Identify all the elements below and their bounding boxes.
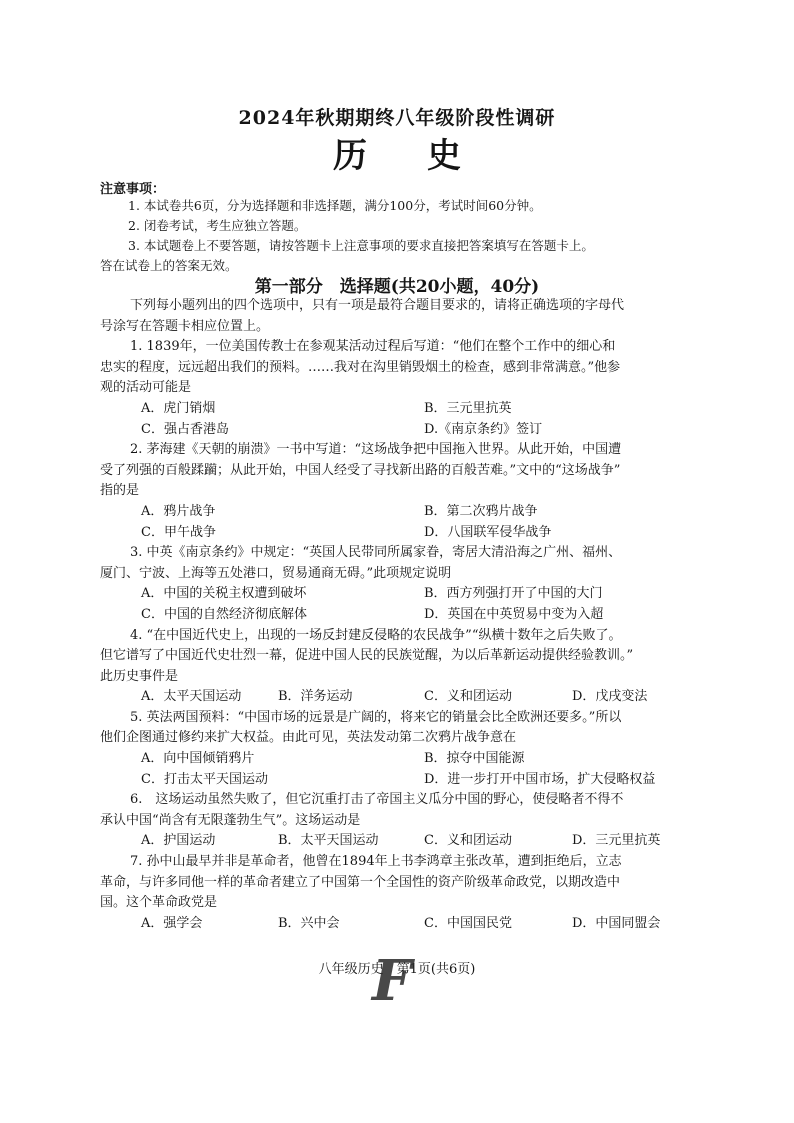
option-b: B．兴中会	[278, 915, 340, 931]
option-row	[100, 523, 706, 544]
option-d: D．中国同盟会	[572, 915, 661, 931]
option-row	[100, 502, 706, 523]
question-stem-line: 承认中国“尚含有无限蓬勃生气”。这场运动是	[100, 812, 361, 828]
notice-item: 3. 本试题卷上不要答题，请按答题卡上注意事项的要求直接把答案填写在答题卡上。	[128, 238, 594, 253]
question-stem-line: 受了列强的百般蹂躏；从此开始，中国人经受了寻找新出路的百般苦难。”文中的“这场战争”	[100, 462, 621, 478]
section-heading: 第一部分 选择题(共20小题，40分)	[254, 277, 540, 297]
question-3	[100, 543, 706, 625]
question-stem-line: 革命，与许多同他一样的革命者建立了中国第一个全国性的资产阶级革命政党，以期改造中	[100, 874, 621, 890]
option-b: B．第二次鸦片战争	[424, 503, 538, 519]
notice-item-continuation: 答在试卷上的答案无效。	[100, 258, 238, 273]
option-b: B．三元里抗英	[424, 400, 512, 416]
question-2	[100, 440, 706, 543]
option-a: A．虎门销烟	[141, 400, 216, 416]
section-intro: 下列每小题列出的四个选项中，只有一项是最符合题目要求的，请将正确选项的字母代	[130, 298, 625, 313]
question-stem-line: 忠实的程度，远远超出我们的预料。……我对在沟里销毁烟土的检查，感到非常满意。”他参	[100, 359, 621, 375]
option-c: C．义和团运动	[424, 833, 512, 849]
question-4	[100, 626, 706, 708]
question-stem-line: 国。这个革命政党是	[100, 895, 218, 911]
option-d: D．八国联军侵华战争	[424, 524, 552, 540]
notice-list	[100, 196, 706, 276]
notice-heading: 注意事项：	[100, 182, 166, 197]
exam-title: 2024年秋期期终八年级阶段性调研	[238, 107, 556, 129]
option-a: A．强学会	[141, 915, 203, 931]
option-a: A．向中国倾销鸦片	[141, 751, 255, 767]
option-row	[100, 584, 706, 605]
subject-title: 历史	[333, 136, 521, 176]
question-stem-line: 观的活动可能是	[100, 380, 192, 396]
question-5	[100, 708, 706, 790]
question-stem: 2. 茅海建《天朝的崩溃》一书中写道：“这场战争把中国拖入世界。从此开始，中国遭	[130, 442, 622, 458]
question-stem: 7. 孙中山最早并非是革命者，他曾在1894年上书李鸿章主张改革，遭到拒绝后，立志	[130, 854, 622, 870]
option-d: D.《南京条约》签订	[424, 421, 543, 437]
question-1	[100, 337, 706, 440]
option-b: B．西方列强打开了中国的大门	[424, 586, 603, 602]
option-row	[100, 749, 706, 770]
option-row	[100, 605, 706, 626]
option-row	[100, 687, 706, 708]
question-stem: 5. 英法两国预料：“中国市场的远景是广阔的，将来它的销量会比全欧洲还要多。”所以	[130, 709, 622, 725]
question-stem: 1. 1839年，一位美国传教士在参观某活动过程后写道：“他们在整个工作中的细心和	[130, 339, 616, 355]
option-d: D．三元里抗英	[572, 833, 661, 849]
option-row	[100, 914, 706, 935]
option-c: C．义和团运动	[424, 689, 512, 705]
option-a: A．中国的关税主权遭到破坏	[141, 586, 307, 602]
notice-item: 1. 本试卷共6页，分为选择题和非选择题，满分100分，考试时间60分钟。	[128, 198, 542, 213]
question-stem-line: 但它谱写了中国近代史壮烈一幕，促进中国人民的民族觉醒，为以后革新运动提供经验教训。”	[100, 648, 634, 664]
option-a: A．鸦片战争	[141, 503, 216, 519]
option-row	[100, 420, 706, 441]
option-d: D．戊戌变法	[572, 689, 648, 705]
question-7	[100, 852, 706, 934]
notice-item: 2. 闭卷考试，考生应独立答题。	[128, 218, 307, 233]
question-stem: 4. “在中国近代史上，出现的一场反封建反侵略的农民战争”“纵横十数年之后失败了。	[130, 627, 622, 643]
option-b: B．洋务运动	[278, 689, 353, 705]
option-b: B．太平天国运动	[278, 833, 379, 849]
option-row	[100, 770, 706, 791]
option-a: A．护国运动	[141, 833, 216, 849]
option-a: A．太平天国运动	[141, 689, 242, 705]
question-stem-line: 此历史事件是	[100, 668, 179, 684]
option-c: C．甲午战争	[141, 524, 216, 540]
option-c: C．中国的自然经济彻底解体	[141, 606, 307, 622]
question-stem: 3. 中英《南京条约》中规定：“英国人民带同所属家眷，寄居大清沿海之广州、福州、	[130, 545, 622, 561]
page-footer: 八年级历史 第1页(共6页)	[318, 962, 476, 977]
option-b: B．掠夺中国能源	[424, 751, 525, 767]
question-stem-line: 他们企图通过修约来扩大权益。由此可见，英法发动第二次鸦片战争意在	[100, 730, 517, 746]
option-row	[100, 831, 706, 852]
question-6	[100, 790, 706, 852]
question-stem-line: 指的是	[100, 483, 140, 499]
question-body	[100, 296, 706, 934]
version-stamp: F	[372, 948, 412, 1014]
section-intro-continuation: 号涂写在答题卡相应位置上。	[100, 318, 270, 334]
question-stem: 6. 这场运动虽然失败了，但它沉重打击了帝国主义瓜分中国的野心，使侵略者不得不	[130, 792, 624, 808]
question-stem-line: 厦门、宁波、上海等五处港口，贸易通商无碍。”此项规定说明	[100, 565, 452, 581]
option-c: C．打击太平天国运动	[141, 771, 268, 787]
option-d: D．进一步打开中国市场，扩大侵略权益	[424, 771, 656, 787]
option-c: C．强占香港岛	[141, 421, 229, 437]
option-d: D．英国在中英贸易中变为入超	[424, 606, 604, 622]
option-c: C．中国国民党	[424, 915, 512, 931]
option-row	[100, 399, 706, 420]
